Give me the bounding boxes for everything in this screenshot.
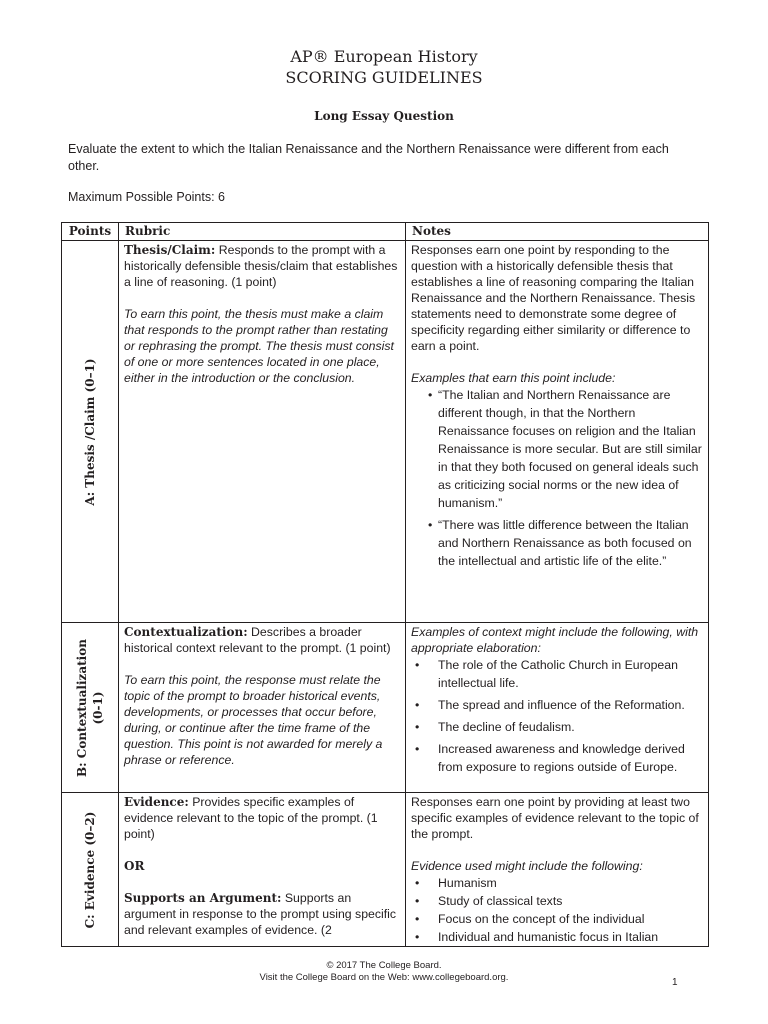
notes-cell-context [406, 623, 709, 793]
table-row-thesis [62, 241, 709, 623]
notes-examples-intro: Examples that earn this point include: [411, 371, 616, 385]
rubric-text: Responds to the prompt with a historically defensible thesis/claim that establishes a line of reasoning. (1 point) [124, 243, 398, 289]
table-row-context [62, 623, 709, 793]
header-notes: Notes [406, 223, 709, 241]
notes-examples-intro: Evidence used might include the following: [411, 859, 643, 873]
notes-cell-evidence [406, 793, 709, 947]
notes-cell-thesis [406, 241, 709, 623]
list-item: • The decline of feudalism. [411, 718, 704, 736]
rubric-criteria: To earn this point, the thesis must make a claim that responds to the prompt rather than restating or rephrasing the prompt. The thesis must consist of one or more sentences located in one place, either in the introduction or the conclusion. [124, 307, 394, 385]
list-item: • Increased awareness and knowledge derived from exposure to regions outside of Europe. [411, 740, 704, 776]
notes-examples-intro: Examples of context might include the following, with appropriate elaboration: [411, 625, 699, 655]
list-item: • Study of classical texts [411, 892, 704, 910]
header-points: Points [62, 223, 119, 241]
copyright-text: © 2017 The College Board. [326, 960, 442, 971]
page-footer [0, 960, 768, 984]
rubric-cell-context [119, 623, 406, 793]
rubric-cell-evidence [119, 793, 406, 947]
rubric-text-2: Supports an argument in response to the prompt using specific and relevant examples of evidence. (2 [124, 891, 397, 937]
max-points: Maximum Possible Points: 6 [68, 190, 226, 204]
row-label-context [74, 639, 106, 777]
rubric-heading: Evidence: [124, 795, 189, 809]
row-label-evidence: C: Evidence (0–2) [83, 811, 97, 928]
rubric-text: Provides specific examples of evidence relevant to the topic of the prompt. (1 point) [124, 795, 378, 841]
list-item: • Humanism [411, 874, 704, 892]
website-text: Visit the College Board on the Web: www.collegeboard.org. [259, 972, 509, 983]
row-label-line-1: B: Contextualization [75, 638, 89, 777]
row-label-line-2: (0-1) [91, 690, 105, 725]
row-label-cell [62, 241, 119, 623]
rubric-or: OR [124, 859, 145, 873]
list-item: • Focus on the concept of the individual [411, 910, 704, 928]
rubric-heading: Thesis/Claim: [124, 243, 216, 257]
rubric-text: Describes a broader historical context relevant to the prompt. (1 point) [124, 625, 391, 655]
table-row-evidence [62, 793, 709, 947]
rubric-heading-2: Supports an Argument: [124, 891, 282, 905]
title-line-2: SCORING GUIDELINES [285, 68, 483, 87]
page-subtitle: Long Essay Question [314, 109, 454, 123]
page-number: 1 [672, 977, 678, 988]
header-rubric: Rubric [119, 223, 406, 241]
list-item: • The role of the Catholic Church in European intellectual life. [411, 656, 704, 692]
rubric-heading: Contextualization: [124, 625, 248, 639]
rubric-cell-thesis [119, 241, 406, 623]
rubric-criteria: To earn this point, the response must relate the topic of the prompt to broader historical events, developments, or processes that occur before, during, or continue after the time frame of the question. This point is not awarded for merely a phrase or reference. [124, 673, 383, 767]
title-line-1: AP® European History [290, 47, 478, 66]
row-label-cell [62, 793, 119, 947]
page-title [0, 46, 768, 88]
list-item: • Individual and humanistic focus in Italian [411, 928, 704, 946]
notes-text: Responses earn one point by providing at least two specific examples of evidence relevant to the topic of the prompt. [411, 795, 699, 841]
row-label-thesis: A: Thesis /Claim (0–1) [83, 357, 97, 506]
scoring-table [61, 222, 709, 947]
notes-text: Responses earn one point by responding to the question with a historically defensible thesis that establishes a line of reasoning comparing the Italian Renaissance and the Northern Renaissance. Thesis statements need to demonstrate some degree of specificity regarding either similarity or difference to earn a point. [411, 243, 696, 353]
list-item: • “There was little difference between the Italian and Northern Renaissance as both focused on the intellectual and artistic life of the elite.” [411, 516, 704, 570]
list-item: • The spread and influence of the Reformation. [411, 696, 704, 714]
table-header-row [62, 223, 709, 241]
row-label-cell [62, 623, 119, 793]
essay-prompt: Evaluate the extent to which the Italian Renaissance and the Northern Renaissance were different from each other. [68, 142, 669, 173]
list-item: • “The Italian and Northern Renaissance are different though, in that the Northern Renaissance focuses on religion and the Italian Renaissance is more secular. But are still similar in that they both focused on general ideals such as criticizing social norms or the new idea of humanism.” [411, 386, 704, 512]
